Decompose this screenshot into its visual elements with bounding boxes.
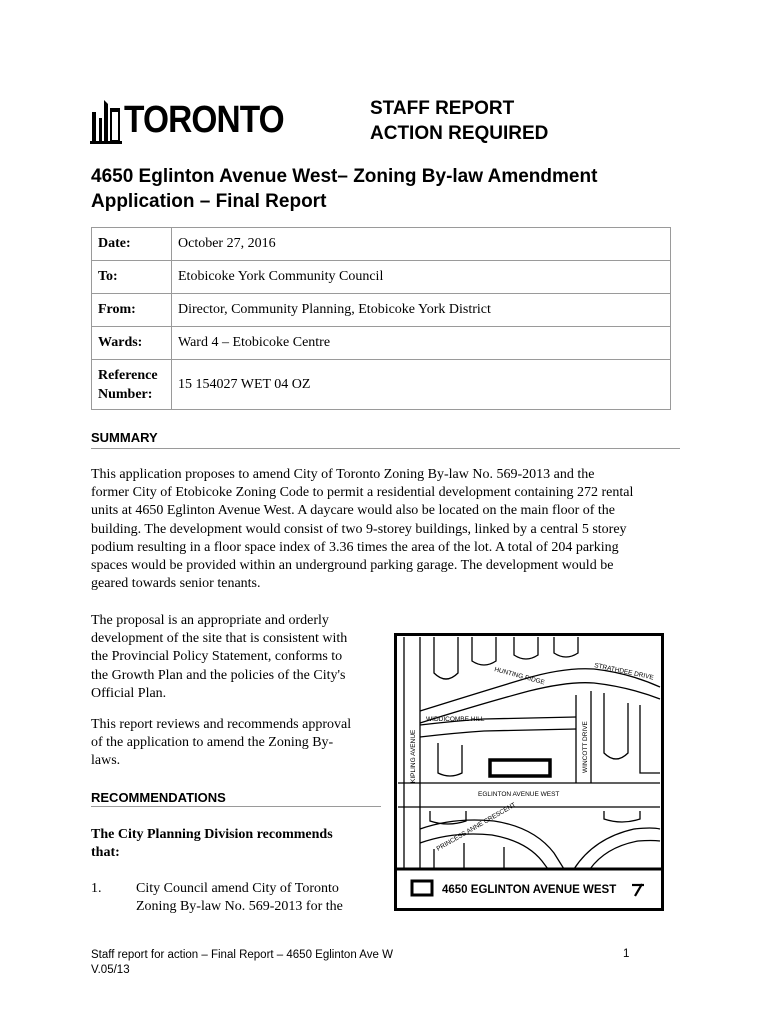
summary-p2-line: the Provincial Policy Statement, conforms to	[91, 649, 343, 665]
street-label-eglinton: EGLINTON AVENUE WEST	[478, 791, 560, 798]
recommendations-heading: RECOMMENDATIONS	[91, 790, 226, 805]
summary-p1-line: spaces would be provided within an underground parking garage. The development would be	[91, 558, 614, 574]
summary-p1-line: units at 4650 Eglinton Avenue West. A daycare would also be located on the main floor of the	[91, 503, 616, 519]
summary-p2-line: Official Plan.	[91, 685, 167, 701]
footer-line1: Staff report for action – Final Report – 4650 Eglinton Ave W	[91, 949, 393, 961]
street-label-kipling: KIPLING AVENUE	[410, 729, 417, 783]
info-row-date	[92, 228, 671, 261]
location-map-graphic	[394, 633, 664, 911]
wards-value: Ward 4 – Etobicoke Centre	[172, 327, 671, 360]
summary-heading: SUMMARY	[91, 430, 158, 445]
from-value: Director, Community Planning, Etobicoke York District	[172, 294, 671, 327]
from-label: From:	[92, 294, 172, 327]
summary-p3-line: This report reviews and recommends approval	[91, 717, 352, 732]
location-map	[394, 633, 664, 911]
report-type-line2: ACTION REQUIRED	[370, 123, 549, 144]
summary-p2-line: development of the site that is consistent with	[91, 631, 348, 647]
reference-label-line1: Reference	[98, 367, 158, 383]
reference-label-line2: Number:	[98, 386, 153, 402]
recommendations-intro-line1: The City Planning Division recommends	[91, 827, 333, 842]
footer-version: V.05/13	[91, 964, 130, 976]
summary-paragraph-1	[91, 466, 681, 593]
report-info-table	[91, 227, 671, 410]
reference-value: 15 154027 WET 04 OZ	[172, 360, 671, 410]
wards-label: Wards:	[92, 327, 172, 360]
summary-p1-line: podium resulting in a floor space index of 3.36 times the area of the lot. A total of 204 parking	[91, 539, 619, 555]
subject-site-marker	[490, 760, 550, 776]
toronto-logo	[90, 96, 284, 146]
to-label: To:	[92, 261, 172, 294]
recommendations-intro	[91, 826, 376, 862]
summary-p1-line: geared towards senior tenants.	[91, 576, 261, 592]
summary-p1-line: This application proposes to amend City of Toronto Zoning By-law No. 569-2013 and the	[91, 467, 595, 482]
recommendation-item-1-line1: City Council amend City of Toronto	[136, 881, 339, 896]
street-label-wincott: WINCOTT DRIVE	[582, 721, 589, 773]
recommendations-divider	[91, 806, 381, 807]
summary-paragraph-2	[91, 612, 376, 703]
document-title-line1: 4650 Eglinton Avenue West– Zoning By-law Amendment	[91, 166, 598, 187]
street-label-hunting-ridge: HUNTING RIDGE	[493, 666, 546, 687]
street-label-princess-anne: PRINCESS ANNE CRESCENT	[435, 801, 518, 853]
summary-p3-line: laws.	[91, 753, 121, 769]
street-label-widdicombe: WIDDICOMBE HILL	[426, 716, 485, 723]
summary-p3-line: of the application to amend the Zoning By-	[91, 735, 334, 751]
summary-divider	[91, 448, 680, 449]
date-value: October 27, 2016	[172, 228, 671, 261]
summary-paragraph-3	[91, 716, 376, 771]
summary-p2-line: The proposal is an appropriate and orderly	[91, 613, 329, 628]
page-number: 1	[623, 948, 630, 960]
info-row-from	[92, 294, 671, 327]
date-label: Date:	[92, 228, 172, 261]
summary-p1-line: building. The development would consist of two 9-storey buildings, linked by a central 5 storey	[91, 521, 627, 537]
street-label-strathdee: STRATHDEE DRIVE	[593, 662, 655, 682]
summary-p2-line: the Growth Plan and the policies of the City's	[91, 667, 346, 683]
info-row-wards	[92, 327, 671, 360]
to-value: Etobicoke York Community Council	[172, 261, 671, 294]
legend-label: 4650 EGLINTON AVENUE WEST	[442, 884, 617, 896]
recommendations-intro-line2: that:	[91, 845, 120, 861]
city-hall-logo-icon	[90, 96, 124, 144]
legend-site-swatch	[412, 881, 432, 895]
report-type	[370, 96, 548, 146]
recommendation-number: 1.	[91, 881, 102, 896]
document-title-line2: Application – Final Report	[91, 191, 327, 212]
recommendation-item-1	[136, 880, 366, 916]
info-row-to	[92, 261, 671, 294]
document-title	[91, 164, 671, 214]
footer	[91, 948, 393, 978]
recommendation-item-1-line2: Zoning By-law No. 569-2013 for the	[136, 899, 343, 915]
summary-p1-line: former City of Etobicoke Zoning Code to permit a residential development containing 272 rental	[91, 485, 634, 501]
logo-wordmark: TORONTO	[124, 99, 284, 141]
info-row-reference	[92, 360, 671, 410]
report-type-line1: STAFF REPORT	[370, 98, 515, 119]
reference-label	[92, 360, 172, 410]
